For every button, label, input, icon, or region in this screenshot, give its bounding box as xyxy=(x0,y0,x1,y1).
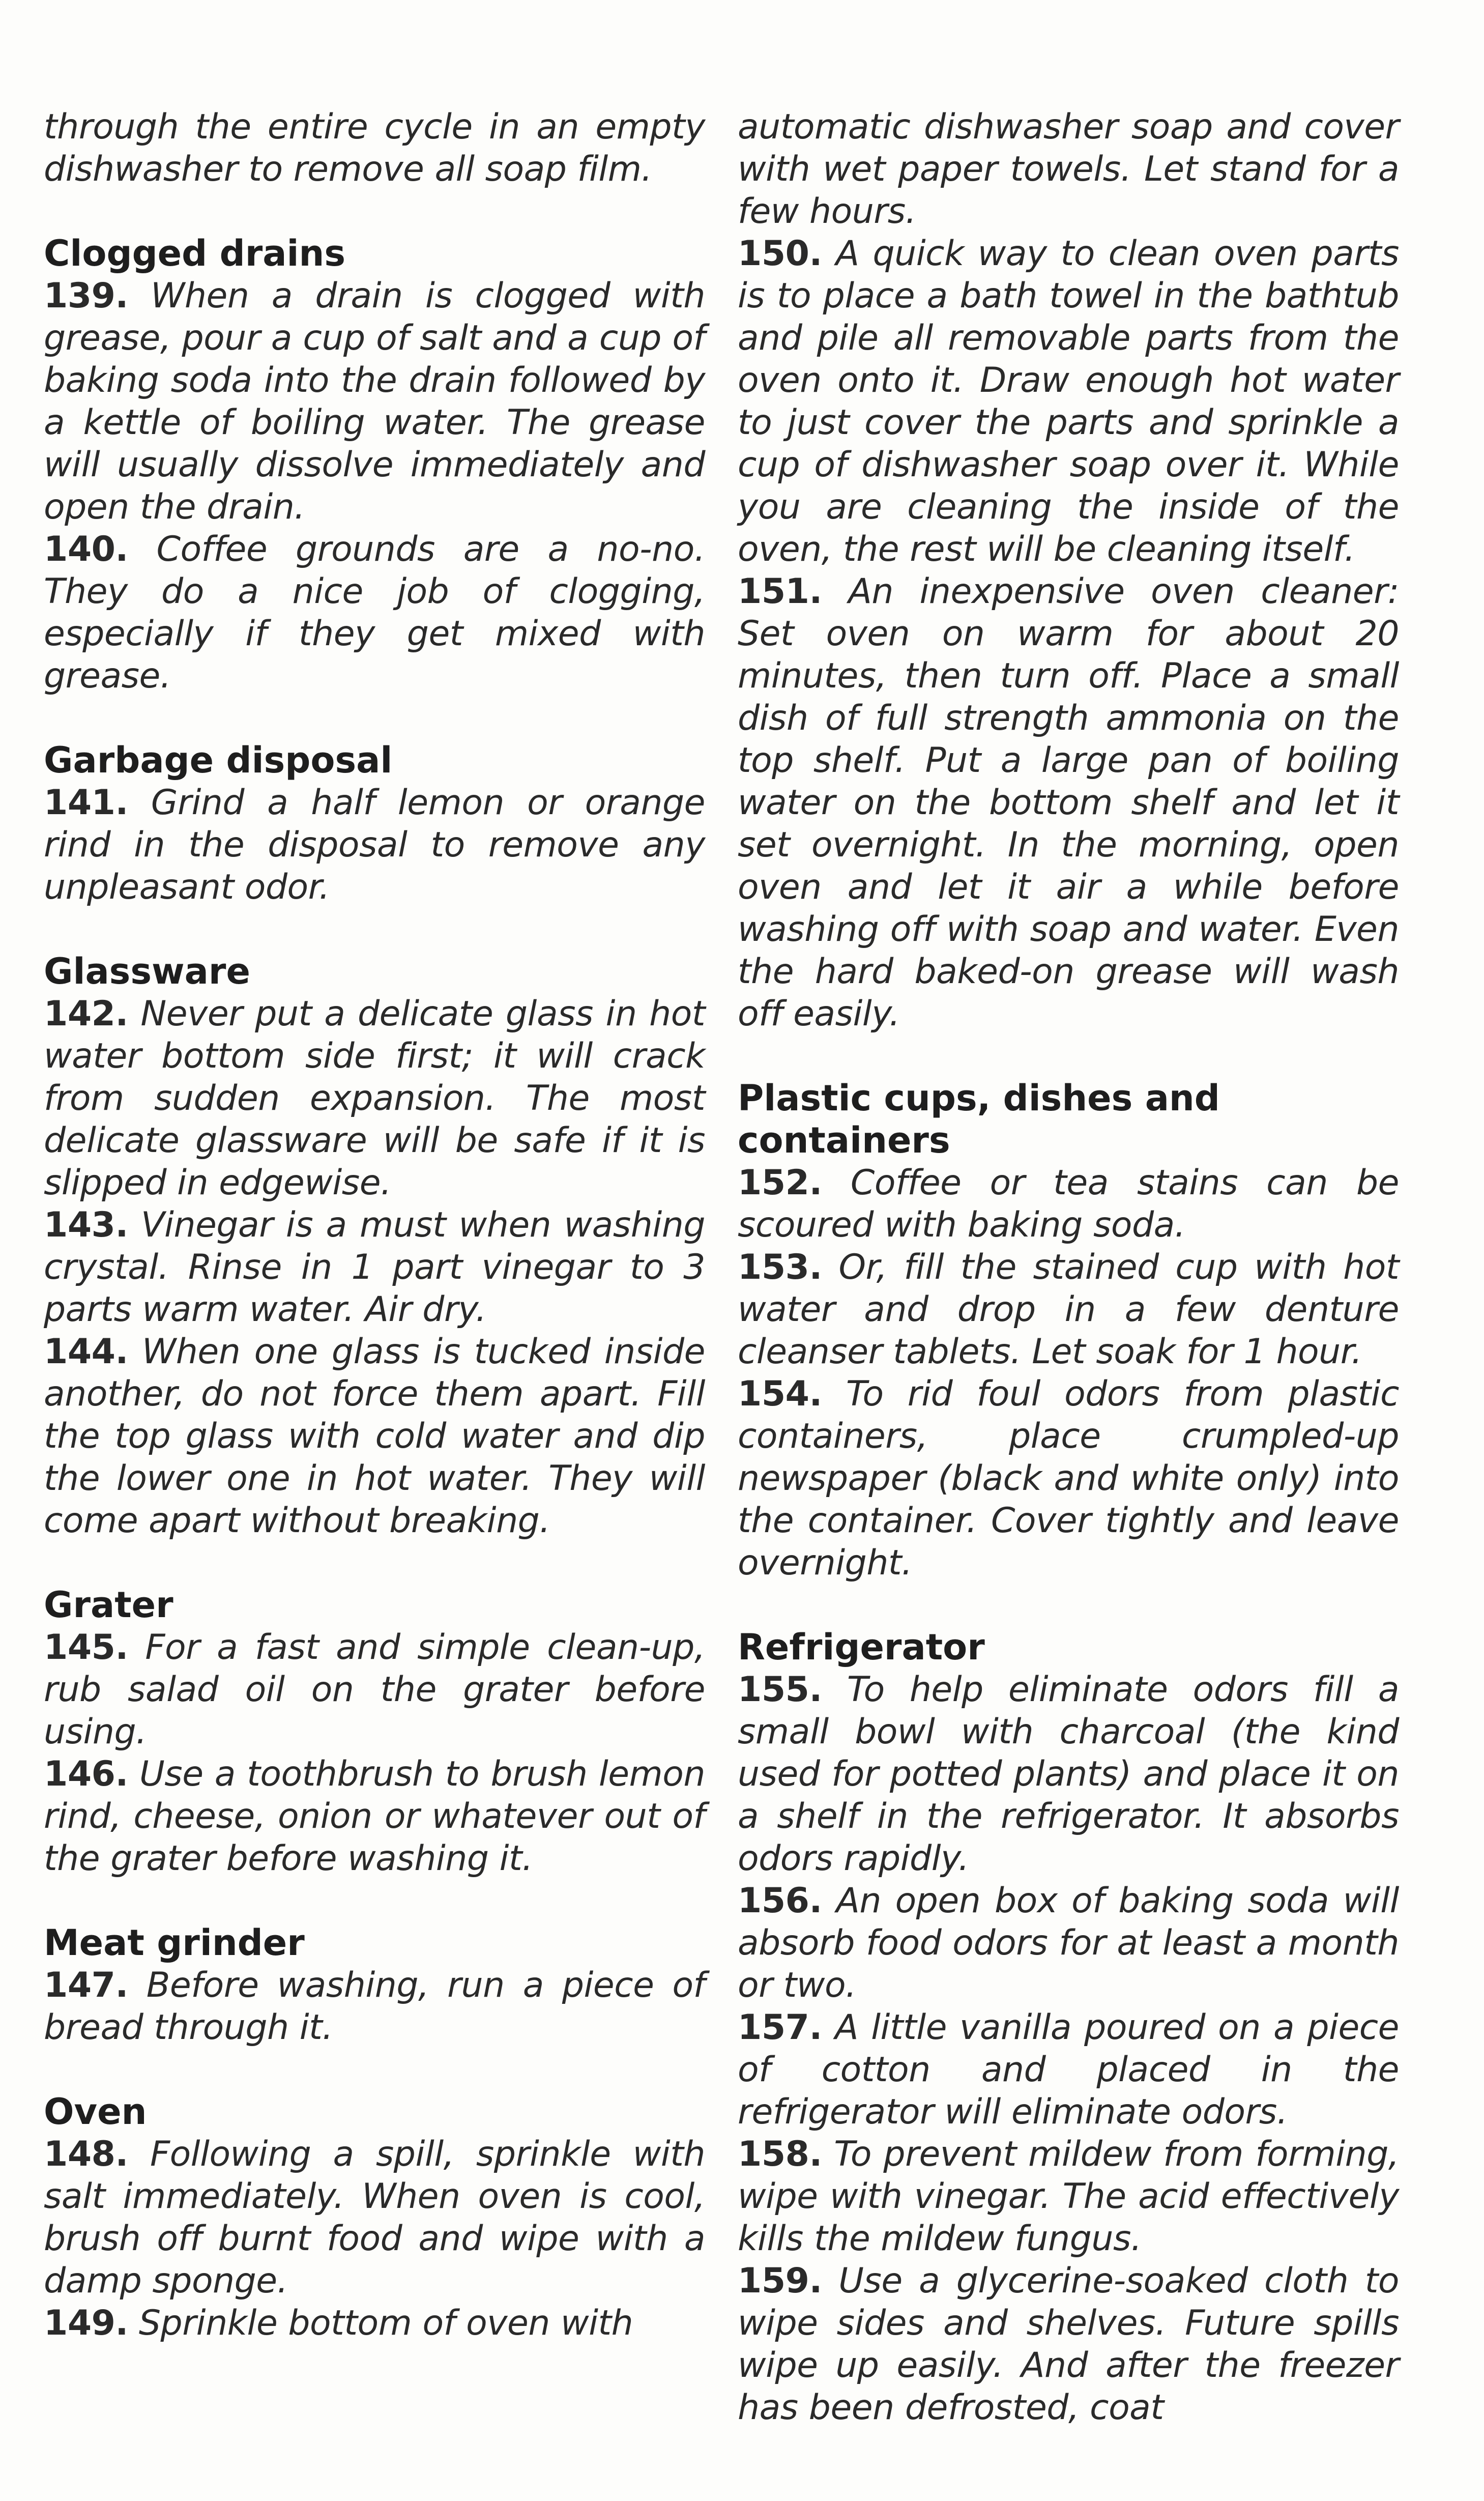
heading-clogged-drains: Clogged drains xyxy=(44,233,345,274)
tip-text: For a fast and simple clean-up, rub salad oil on the grater before using. xyxy=(44,1627,705,1752)
tip-number: 156. xyxy=(738,1881,822,1921)
tip-number: 141. xyxy=(44,783,128,823)
tip-number: 145. xyxy=(44,1627,128,1668)
heading-plastic-cups: Plastic cups, dishes and containers xyxy=(738,1077,1220,1161)
tip-text: When a drain is clogged with grease, pour a cup of salt and a cup of baking soda into the drain followed by a kettle of boiling water. The grease will usually dissolve immediately and open the drain. xyxy=(44,276,705,527)
heading-garbage-disposal: Garbage disposal xyxy=(44,739,393,781)
tip-150 xyxy=(738,233,1399,570)
tip-number: 144. xyxy=(44,1332,128,1372)
tip-152 xyxy=(738,1162,1399,1246)
tip-139 xyxy=(44,275,705,528)
left-intro-text: through the entire cycle in an empty dishwasher to remove all soap film. xyxy=(44,107,705,189)
tip-142 xyxy=(44,993,705,1204)
tip-number: 155. xyxy=(738,1670,822,1710)
tip-number: 139. xyxy=(44,276,128,316)
tip-text: Never put a delicate glass in hot water bottom side first; it will crack from sudden expansion. The most delicate glassware will be safe if it is slipped in edgewise. xyxy=(44,994,705,1203)
tip-text: Sprinkle bottom of oven with xyxy=(128,2303,633,2343)
tip-text: Coffee or tea stains can be scoured with baking soda. xyxy=(738,1163,1399,1245)
tip-text: Coffee grounds are a no-no. They do a nice job of clogging, especially if they get mixed with grease. xyxy=(44,529,705,696)
tip-159 xyxy=(738,2260,1399,2429)
tip-text: Use a toothbrush to brush lemon rind, cheese, onion or whatever out of the grater before washing it. xyxy=(44,1754,705,1879)
tip-number: 158. xyxy=(738,2134,822,2174)
tip-number: 149. xyxy=(44,2303,128,2343)
right-column xyxy=(738,106,1399,2429)
tip-number: 151. xyxy=(738,571,822,612)
tip-text: To prevent mildew from forming, wipe with vinegar. The acid effectively kills the mildew fungus. xyxy=(738,2134,1399,2259)
tip-number: 153. xyxy=(738,1247,822,1287)
heading-meat-grinder: Meat grinder xyxy=(44,1922,305,1964)
tip-text: A little vanilla poured on a piece of cotton and placed in the refrigerator will eliminate odors. xyxy=(738,2007,1399,2132)
tip-number: 147. xyxy=(44,1965,128,2005)
tip-148 xyxy=(44,2133,705,2302)
tip-143 xyxy=(44,1204,705,1331)
heading-grater: Grater xyxy=(44,1584,173,1626)
left-column xyxy=(44,106,705,2344)
tip-text: When one glass is tucked inside another, do not force them apart. Fill the top glass with cold water and dip the lower one in hot water. They will come apart without breaking. xyxy=(44,1332,705,1541)
tip-140 xyxy=(44,528,705,697)
tip-text: A quick way to clean oven parts is to place a bath towel in the bathtub and pile all removable parts from the oven onto it. Draw enough hot water to just cover the parts and sprinkle a cup of dishwasher soap over it. While you are cleaning the inside of the oven, the rest will be cleaning itself. xyxy=(738,234,1399,569)
heading-glassware: Glassware xyxy=(44,951,250,992)
tip-number: 142. xyxy=(44,994,128,1034)
tip-157 xyxy=(738,2006,1399,2133)
tip-144 xyxy=(44,1331,705,1542)
tip-number: 157. xyxy=(738,2007,822,2048)
tip-text: Grind a half lemon or orange rind in the disposal to remove any unpleasant odor. xyxy=(44,783,705,907)
tip-number: 143. xyxy=(44,1205,128,1245)
tip-156 xyxy=(738,1880,1399,2006)
tip-154 xyxy=(738,1373,1399,1584)
tip-text: Before washing, run a piece of bread through it. xyxy=(44,1965,705,2048)
heading-oven: Oven xyxy=(44,2091,147,2133)
tip-text: Use a glycerine-soaked cloth to wipe sides and shelves. Future spills wipe up easily. And after the freezer has been defrosted, coat xyxy=(738,2261,1399,2428)
tip-text: Or, fill the stained cup with hot water and drop in a few denture cleanser tablets. Let soak for 1 hour. xyxy=(738,1247,1399,1372)
tip-155 xyxy=(738,1669,1399,1880)
tip-147 xyxy=(44,1964,705,2049)
tip-number: 150. xyxy=(738,234,822,274)
tip-text: Vinegar is a must when washing crystal. Rinse in 1 part vinegar to 3 parts warm water. Air dry. xyxy=(44,1205,705,1330)
tip-151 xyxy=(738,570,1399,1035)
right-intro-text: automatic dishwasher soap and cover with wet paper towels. Let stand for a few hours. xyxy=(738,107,1399,232)
tip-text: To help eliminate odors fill a small bowl with charcoal (the kind used for potted plants) and place it on a shelf in the refrigerator. It absorbs odors rapidly. xyxy=(738,1670,1399,1879)
tip-number: 146. xyxy=(44,1754,128,1794)
tip-text: An open box of baking soda will absorb food odors for at least a month or two. xyxy=(738,1881,1399,2005)
tip-text: To rid foul odors from plastic containers, place crumpled-up newspaper (black and white only) into the container. Cover tightly and leave overnight. xyxy=(738,1374,1399,1583)
tip-text: Following a spill, sprinkle with salt immediately. When oven is cool, brush off burnt food and wipe with a damp sponge. xyxy=(44,2134,705,2301)
tip-number: 152. xyxy=(738,1163,822,1203)
tip-number: 154. xyxy=(738,1374,822,1414)
heading-refrigerator: Refrigerator xyxy=(738,1626,985,1668)
tip-146 xyxy=(44,1753,705,1880)
tip-158 xyxy=(738,2133,1399,2260)
tip-number: 140. xyxy=(44,529,128,569)
tip-number: 159. xyxy=(738,2261,822,2301)
tip-141 xyxy=(44,782,705,908)
tip-153 xyxy=(738,1246,1399,1373)
tip-145 xyxy=(44,1626,705,1753)
tip-number: 148. xyxy=(44,2134,128,2174)
tip-text: An inexpensive oven cleaner: Set oven on warm for about 20 minutes, then turn off. Place a small dish of full strength ammonia on the top shelf. Put a large pan of boiling water on the bottom shelf and let it set overnight. In the morning, open oven and let it air a while before washing off with soap and water. Even the hard baked-on grease will wash off easily. xyxy=(738,571,1399,1034)
tip-149 xyxy=(44,2302,705,2344)
